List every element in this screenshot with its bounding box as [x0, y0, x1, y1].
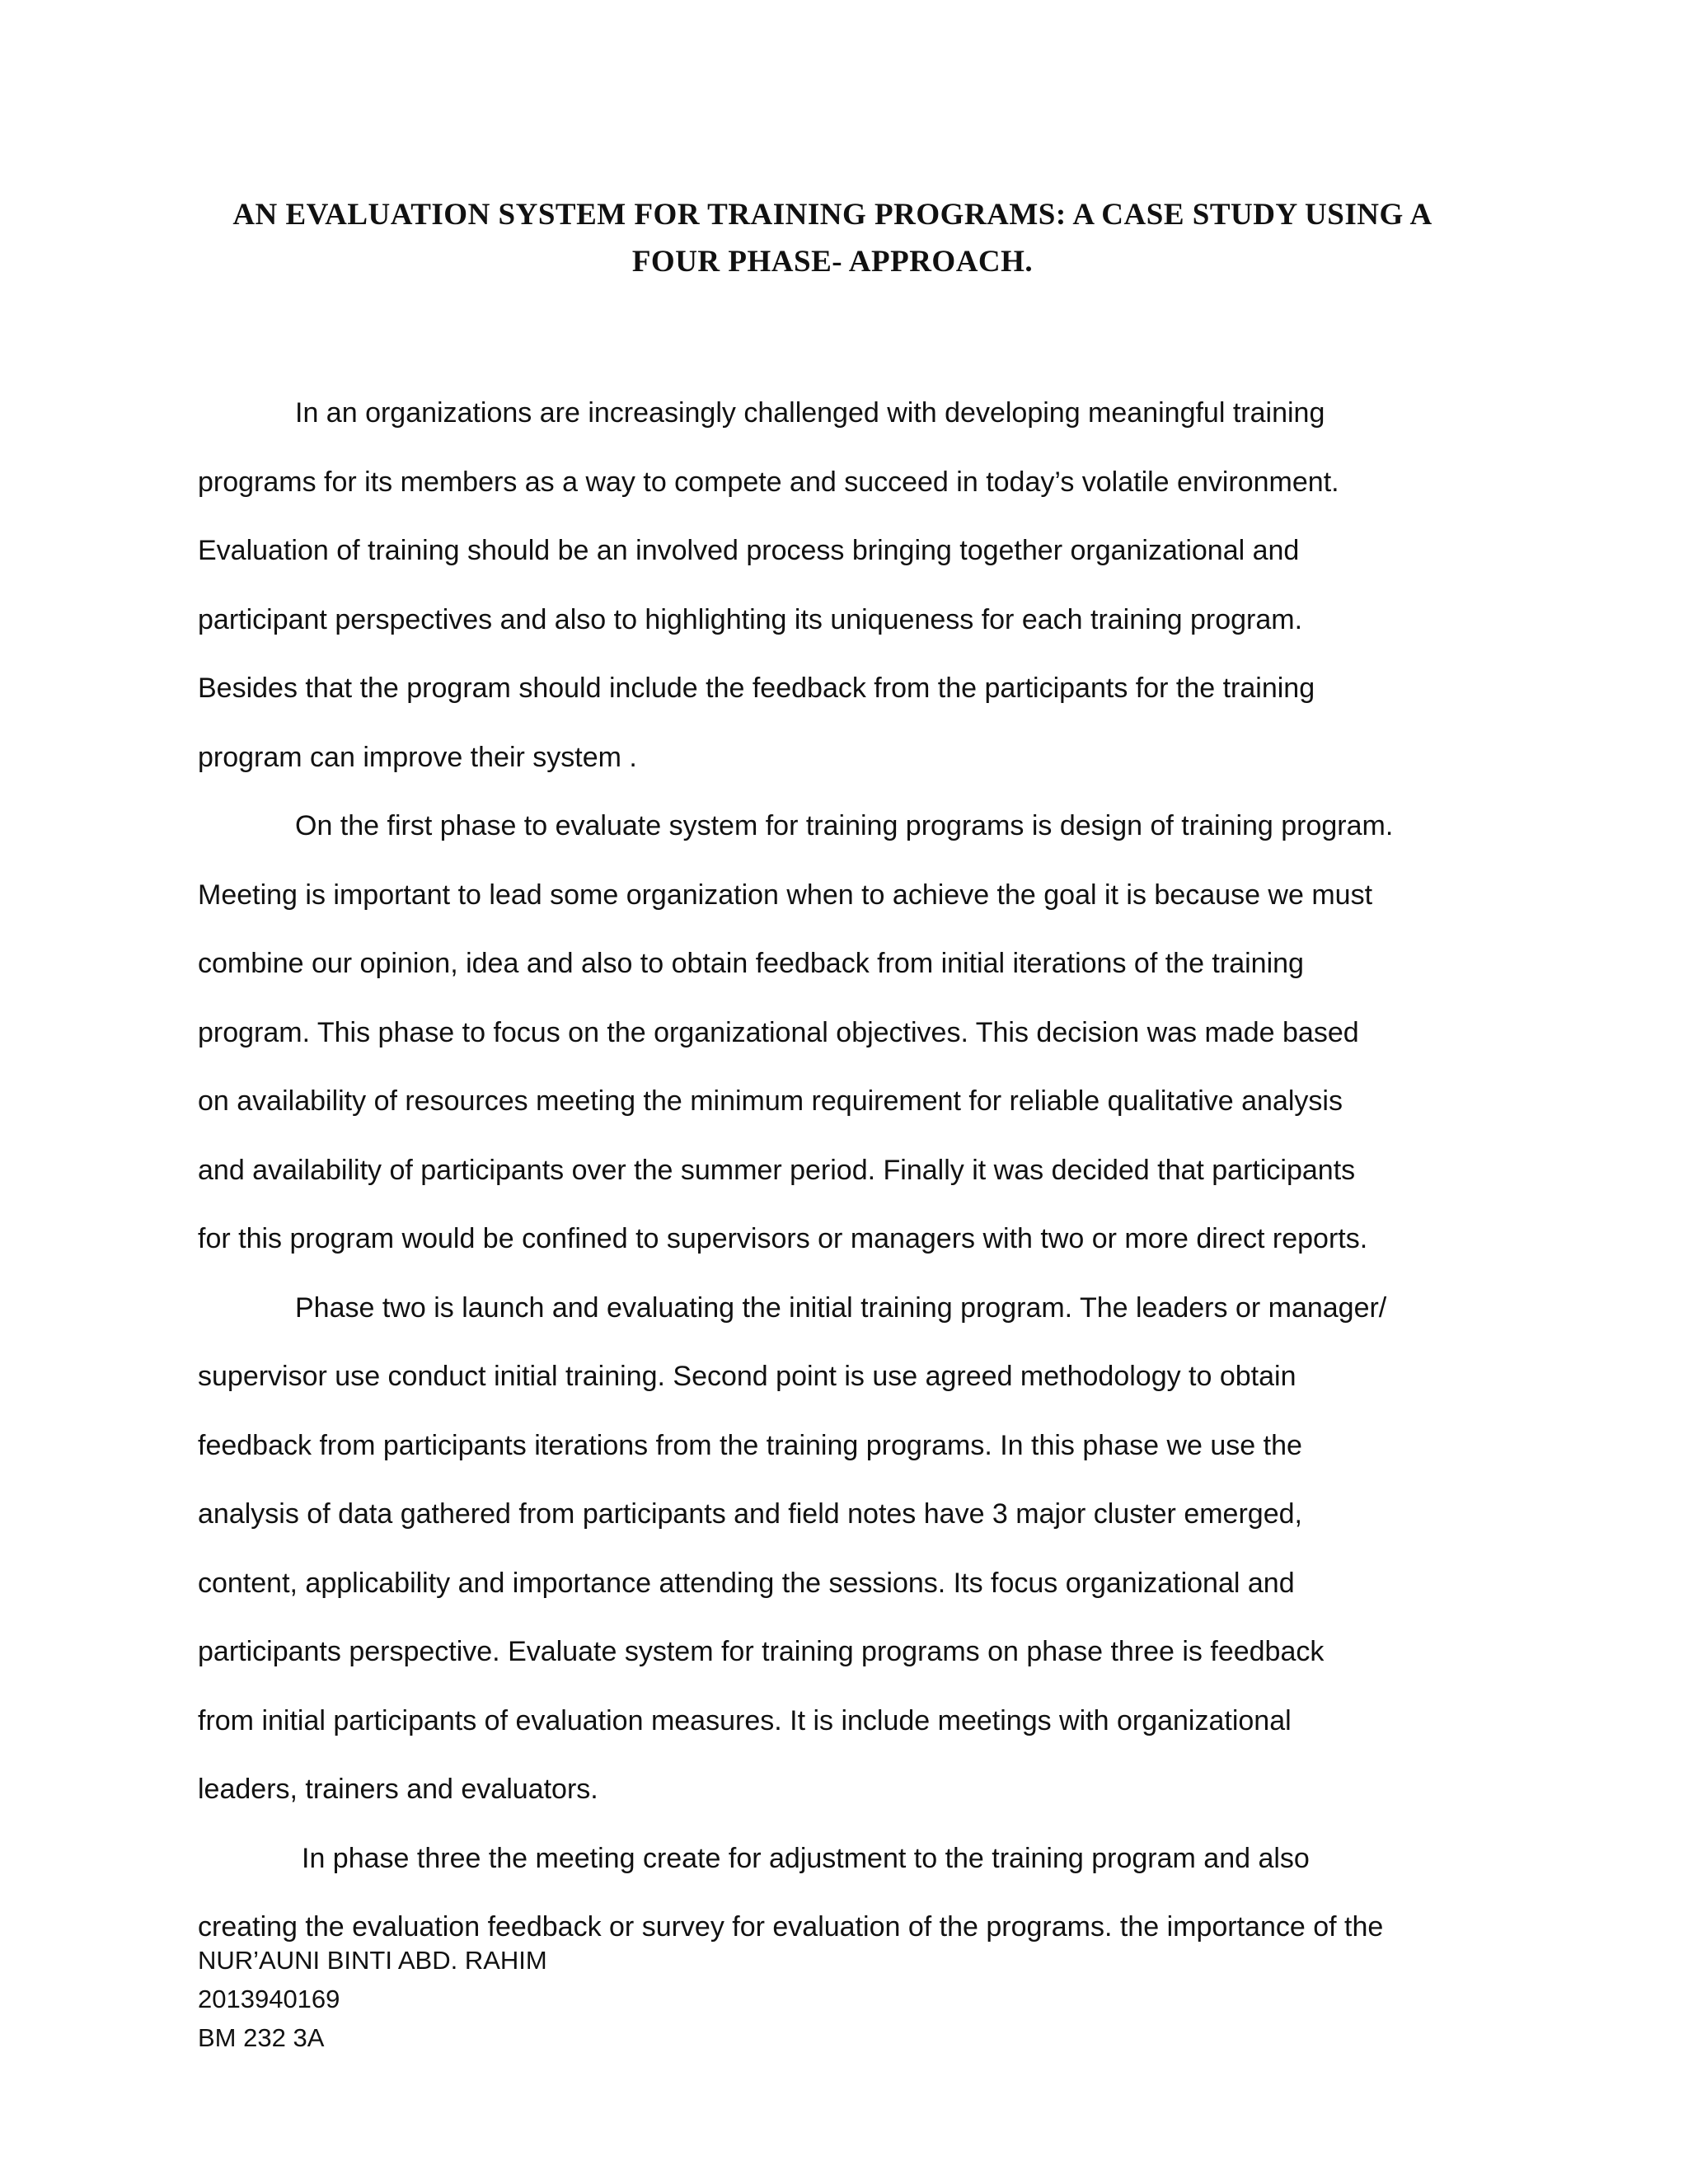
body-line: from initial participants of evaluation measures. It is include meetings with organizational — [198, 1704, 1292, 1736]
body-line: On the first phase to evaluate system for training programs is design of training program. — [295, 810, 1394, 841]
body-line: In an organizations are increasingly challenged with developing meaningful training — [295, 397, 1325, 429]
body-line: program. This phase to focus on the organizational objectives. This decision was made based — [198, 1016, 1359, 1048]
body-line: creating the evaluation feedback or survey for evaluation of the programs. the importance of the — [198, 1911, 1384, 1943]
student-id: 2013940169 — [198, 1985, 340, 2013]
document-body — [198, 379, 1500, 1962]
body-line: participant perspectives and also to highlighting its uniqueness for each training program. — [198, 603, 1303, 635]
class-code: BM 232 3A — [198, 2023, 325, 2052]
body-line: on availability of resources meeting the minimum requirement for reliable qualitative analysis — [198, 1085, 1343, 1117]
body-line: analysis of data gathered from participants and field notes have 3 major cluster emerged, — [198, 1498, 1302, 1530]
body-line: In phase three the meeting create for adjustment to the training program and also — [302, 1842, 1310, 1874]
author-name: NUR’AUNI BINTI ABD. RAHIM — [198, 1946, 547, 1975]
body-line: for this program would be confined to supervisors or managers with two or more direct reports. — [198, 1223, 1368, 1254]
title-line-1: AN EVALUATION SYSTEM FOR TRAINING PROGRAMS: A CASE STUDY USING A — [232, 198, 1432, 232]
body-line: feedback from participants iterations from the training programs. In this phase we use the — [198, 1429, 1302, 1461]
body-line: participants perspective. Evaluate system for training programs on phase three is feedback — [198, 1636, 1325, 1667]
body-line: Phase two is launch and evaluating the initial training program. The leaders or manager/ — [295, 1291, 1387, 1324]
document-title — [198, 191, 1467, 285]
body-line: combine our opinion, idea and also to obtain feedback from initial iterations of the training — [198, 948, 1304, 979]
body-line: content, applicability and importance attending the sessions. Its focus organizational and — [198, 1567, 1295, 1599]
body-line: Besides that the program should include the feedback from the participants for the training — [198, 673, 1315, 704]
body-line: Evaluation of training should be an involved process bringing together organizational and — [198, 535, 1300, 566]
title-line-2: FOUR PHASE- APPROACH. — [631, 245, 1034, 279]
body-line: and availability of participants over the summer period. Finally it was decided that participants — [198, 1154, 1356, 1186]
body-line: programs for its members as a way to compete and succeed in today’s volatile environment. — [198, 466, 1339, 498]
author-footer — [198, 1941, 547, 2057]
body-line: leaders, trainers and evaluators. — [198, 1774, 598, 1805]
body-line: program can improve their system . — [198, 741, 637, 773]
body-line: supervisor use conduct initial training. Second point is use agreed methodology to obtain — [198, 1361, 1296, 1392]
body-line: Meeting is important to lead some organization when to achieve the goal it is because we must — [198, 879, 1373, 911]
